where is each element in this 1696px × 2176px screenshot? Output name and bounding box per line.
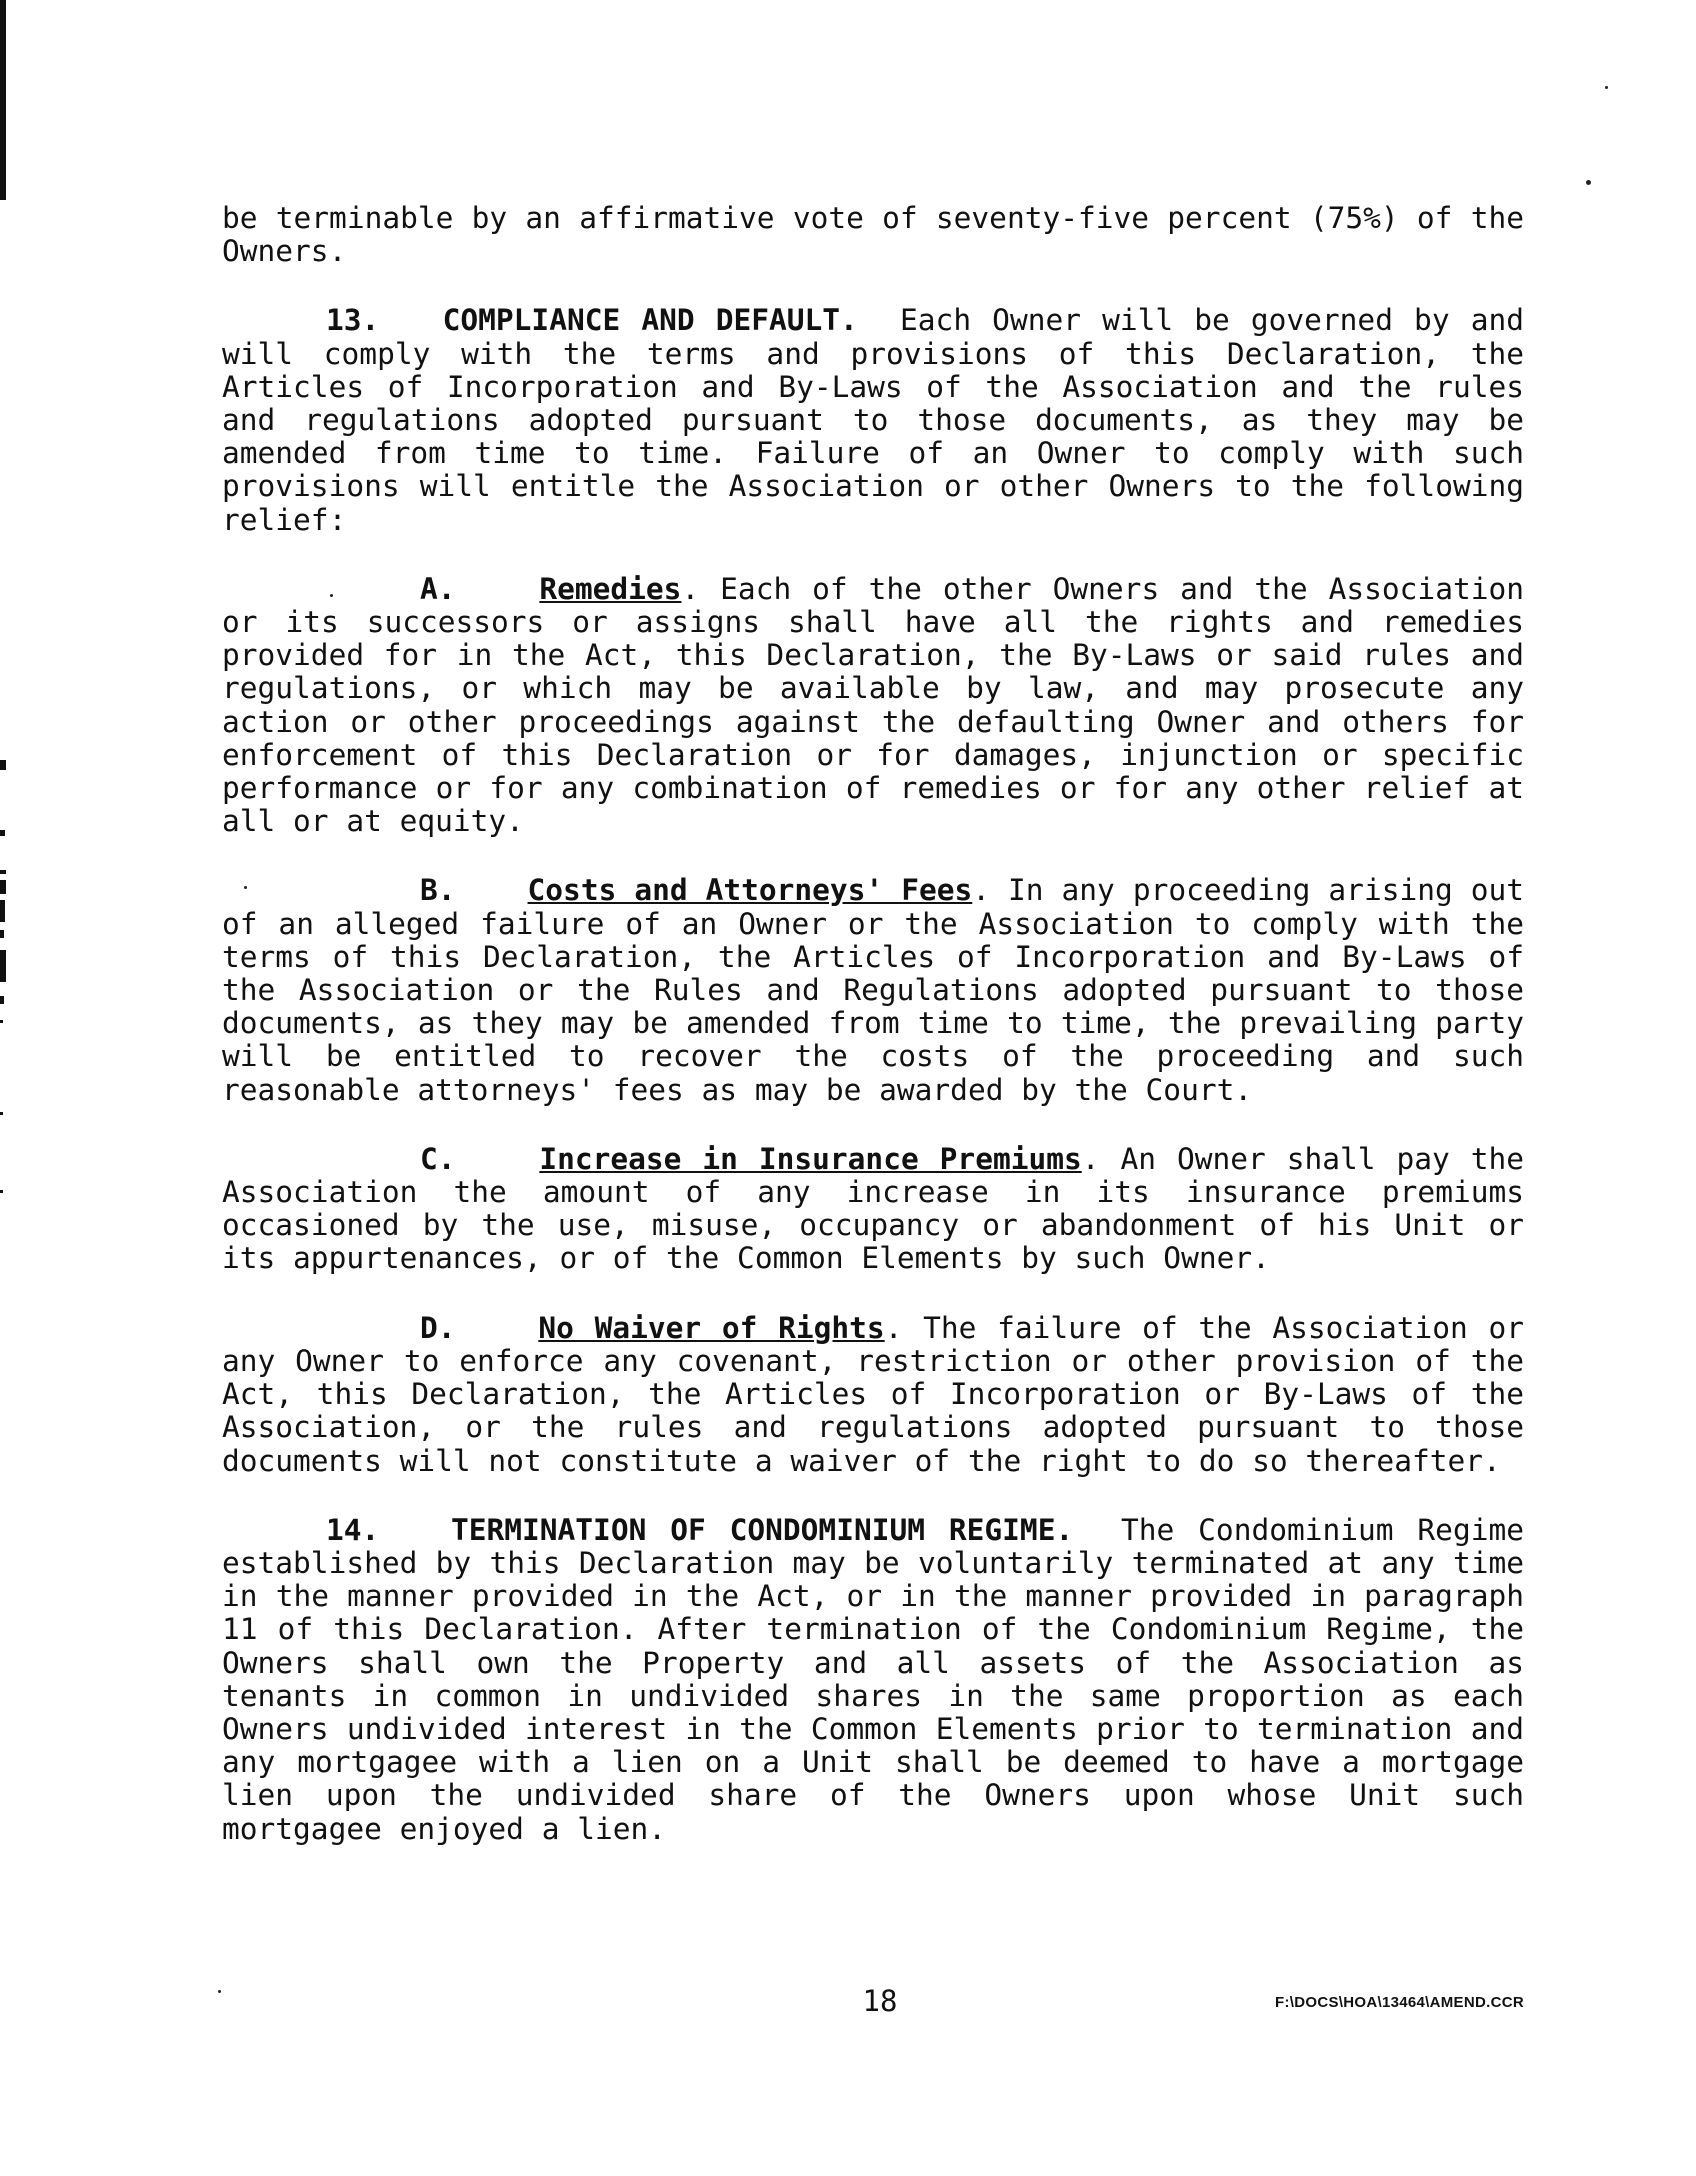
scan-edge-mark [0, 930, 4, 938]
scan-edge-mark [0, 830, 5, 836]
section-14-number: 14. [326, 1512, 380, 1547]
scan-speck [1605, 86, 1608, 89]
subsection-b-paragraph [222, 874, 1524, 1106]
section-14-body: The Condominium Regime established by this Declaration may be voluntarily terminated at any time in the manner provided in the Act, or in the manner provided in paragraph 11 of this Declaration. After termination of the Condominium Regime, the Owners shall own the Property and all assets of the Association as tenants in common in undivided shares in the same proportion as each Owners undivided interest in the Common Elements prior to termination and any mortgagee with a lien on a Unit shall be deemed to have a mortgage lien upon the undivided share of the Owners upon whose Unit such mortgagee enjoyed a lien. [222, 1512, 1524, 1846]
scan-edge-mark [0, 1112, 3, 1115]
section-13-number: 13. [326, 303, 380, 338]
file-path: F:\DOCS\HOA\13464\AMEND.CCR [1275, 1994, 1524, 2011]
subsection-b-title: Costs and Attorneys' Fees [527, 873, 973, 908]
subsection-c-text: . An Owner shall pay the Association the amount of any increase in its insurance premiums occasioned by the use, misuse, occupancy or abandonment of his Unit or its appurtenances, or of the Common Elements by such Owner. [222, 1141, 1524, 1276]
scan-edge-mark [0, 996, 4, 1004]
section-14-paragraph [222, 1514, 1524, 1846]
section-14-heading: TERMINATION OF CONDOMINIUM REGIME. [450, 1512, 1074, 1547]
document-body [222, 202, 1524, 1846]
scan-speck [1586, 180, 1591, 185]
scan-edge-mark [0, 880, 6, 894]
scan-edge-mark [0, 0, 6, 200]
opening-paragraph [222, 202, 1524, 268]
page-number: 18 [862, 1984, 898, 2018]
subsection-d-paragraph [222, 1312, 1524, 1478]
subsection-b-letter: B. [420, 873, 456, 908]
subsection-b-text: . In any proceeding arising out of an alleged failure of an Owner or the Association to comply with the terms of this Declaration, the Articles of Incorporation and By-Laws of the Association or the Rules and Regulations adopted pursuant to those documents, as they may be amended from time to time, the prevailing party will be entitled to recover the costs of the proceeding and such reasonable attorneys' fees as may be awarded by the Court. [222, 873, 1525, 1107]
section-13-paragraph [222, 304, 1524, 536]
subsection-d-letter: D. [420, 1310, 456, 1345]
subsection-c-title: Increase in Insurance Premiums [539, 1141, 1082, 1176]
subsection-a-title: Remedies [539, 571, 682, 606]
scan-edge-mark [0, 1190, 3, 1193]
opening-text: be terminable by an affirmative vote of seventy-five percent (75%) of the Owners. [222, 201, 1524, 269]
scan-edge-mark [0, 950, 6, 982]
subsection-a-letter: A. [420, 571, 456, 606]
scan-edge-mark [0, 1020, 3, 1023]
subsection-a-paragraph [222, 573, 1524, 839]
section-13-body: Each Owner will be governed by and will comply with the terms and provisions of this Declaration, the Articles of Incorporation and By-Laws of the Association and the rules and regulations adopted pursuant to those documents, as they may be amended from time to time. Failure of an Owner to comply with such provisions will entitle the Association or other Owners to the following relief: [222, 303, 1524, 537]
subsection-c-letter: C. [420, 1141, 456, 1176]
subsection-a-text: . Each of the other Owners and the Association or its successors or assigns shall have all the rights and remedies provided for in the Act, this Declaration, the By-Laws or said rules and regulations, or which may be available by law, and may prosecute any action or other proceedings against the defaulting Owner and others for enforcement of this Declaration or for damages, injunction or specific performance or for any combination of remedies or for any other relief at all or at equity. [222, 571, 1524, 839]
subsection-d-title: No Waiver of Rights [538, 1310, 885, 1345]
scan-edge-mark [0, 870, 6, 874]
scan-speck [218, 1990, 221, 1993]
section-13-heading: COMPLIANCE AND DEFAULT. [442, 303, 858, 338]
subsection-d-text: . The failure of the Association or any Owner to enforce any covenant, restriction or other provision of the Act, this Declaration, the Articles of Incorporation or By-Laws of the Association, or the rules and regulations adopted pursuant to those documents will not constitute a waiver of the right to do so thereafter. [222, 1310, 1525, 1478]
scan-edge-mark [0, 900, 5, 922]
scan-edge-mark [0, 760, 6, 770]
subsection-c-paragraph [222, 1143, 1524, 1276]
